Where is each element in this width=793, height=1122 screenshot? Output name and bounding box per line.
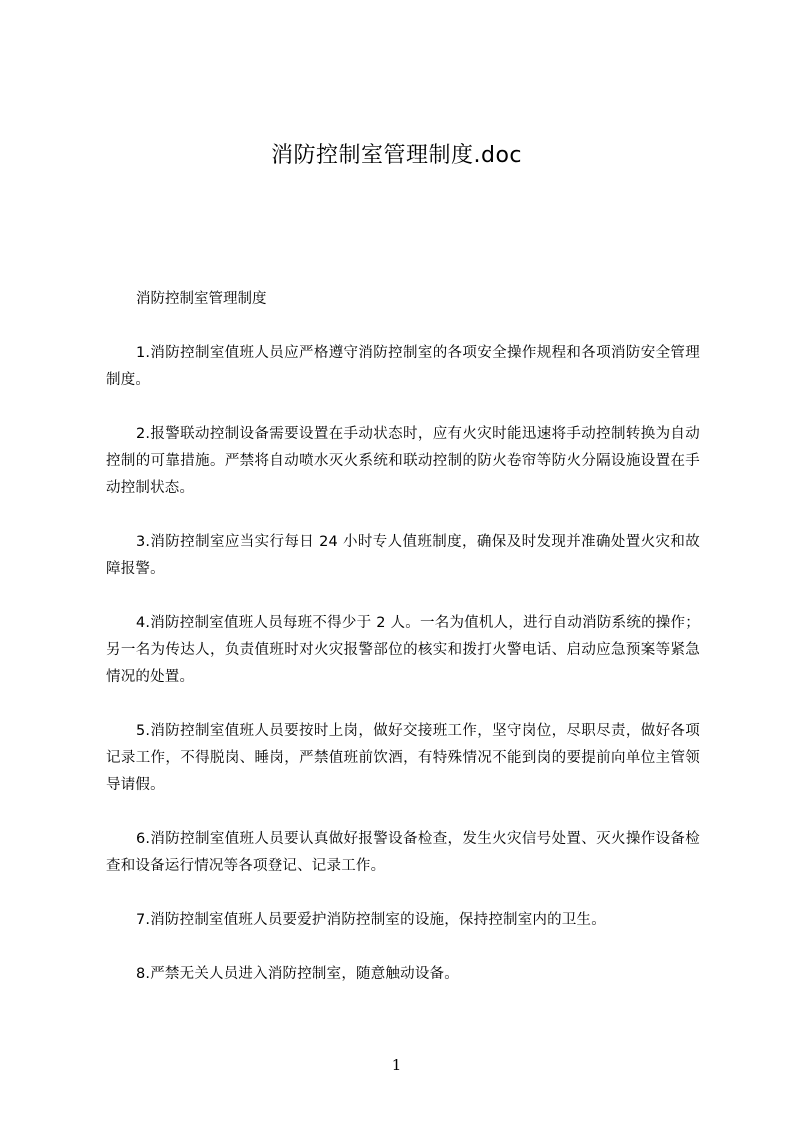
rule-paragraph-5: 5.消防控制室值班人员要按时上岗，做好交接班工作，坚守岗位，尽职尽责，做好各项记录工作，不得脱岗、睡岗，严禁值班前饮酒，有特殊情况不能到岗的要提前向单位主管领导请假。 <box>106 723 700 793</box>
rule-paragraph-2: 2.报警联动控制设备需要设置在手动状态时，应有火灾时能迅速将手动控制转换为自动控制的可靠措施。严禁将自动喷水灭火系统和联动控制的防火卷帘等防火分隔设施设置在手动控制状态。 <box>106 426 700 496</box>
rule-paragraph-3: 3.消防控制室应当实行每日 24 小时专人值班制度，确保及时发现并准确处置火灾和故障报警。 <box>106 534 700 577</box>
section-heading: 消防控制室管理制度 <box>136 291 267 307</box>
rule-paragraph-4: 4.消防控制室值班人员每班不得少于 2 人。一名为值机人，进行自动消防系统的操作；另一名为传达人，负责值班时对火灾报警部位的核实和拨打火警电话、启动应急预案等紧急情况的处置。 <box>106 615 700 685</box>
rule-paragraph-7: 7.消防控制室值班人员要爱护消防控制室的设施，保持控制室内的卫生。 <box>136 912 606 928</box>
document-title: 消防控制室管理制度.doc <box>270 143 522 168</box>
rule-paragraph-8: 8.严禁无关人员进入消防控制室，随意触动设备。 <box>136 966 459 982</box>
document-body <box>106 286 700 1015</box>
page-number: 1 <box>391 1056 402 1074</box>
rule-paragraph-1: 1.消防控制室值班人员应严格遵守消防控制室的各项安全操作规程和各项消防安全管理制度。 <box>106 345 700 388</box>
rule-paragraph-6: 6.消防控制室值班人员要认真做好报警设备检查，发生火灾信号处置、灭火操作设备检查和设备运行情况等各项登记、记录工作。 <box>106 831 700 874</box>
